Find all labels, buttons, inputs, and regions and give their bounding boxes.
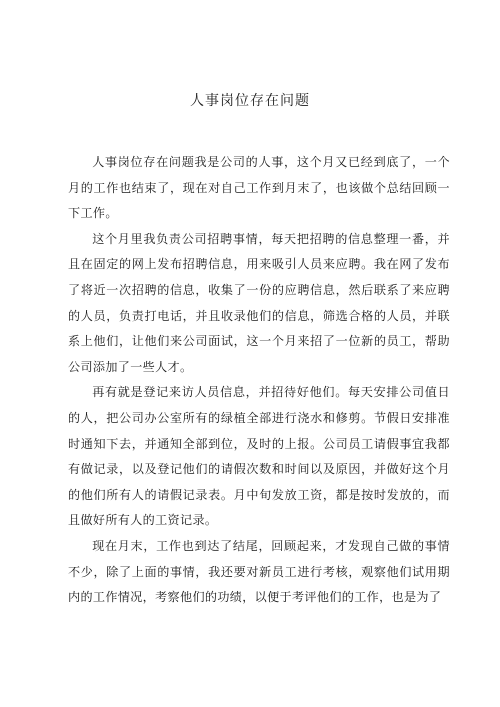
paragraph-2: 这个月里我负责公司招聘事情，每天把招聘的信息整理一番，并且在固定的网上发布招聘信息，用来吸引人员来应聘。我在网了发布了将近一次招聘的信息，收集了一份的应聘信息，然后联系了来应聘的人员，负责打电话，并且收录他们的信息，筛选合格的人员，并联系上他们，让他们来公司面试，这一个月来招了一位新的员工，帮助公司添加了一些人才。 (68, 231, 450, 374)
paragraph-1: 人事岗位存在问题我是公司的人事，这个月又已经到底了，一个月的工作也结束了，现在对自己工作到月末了，也该做个总结回顾一下工作。 (68, 155, 450, 221)
document-title: 人事岗位存在问题 (190, 93, 310, 109)
document-body (68, 150, 450, 611)
paragraph-3: 再有就是登记来访人员信息，并招待好他们。每天安排公司值日的人，把公司办公室所有的绿植全部进行浇水和修剪。节假日安排准时通知下去，并通知全部到位，及时的上报。公司员工请假事宜我都有做记录，以及登记他们的请假次数和时间以及原因，并做好这个月的他们所有人的请假记录表。月中旬发放工资，都是按时发放的，而且做好所有人的工资记录。 (68, 385, 450, 528)
paragraph-4: 现在月末，工作也到达了结尾，回顾起来，才发现自己做的事情不少，除了上面的事情，我还要对新员工进行考核，观察他们试用期内的工作情况，考察他们的功绩，以便于考评他们的工作，也是为了 (68, 538, 450, 605)
